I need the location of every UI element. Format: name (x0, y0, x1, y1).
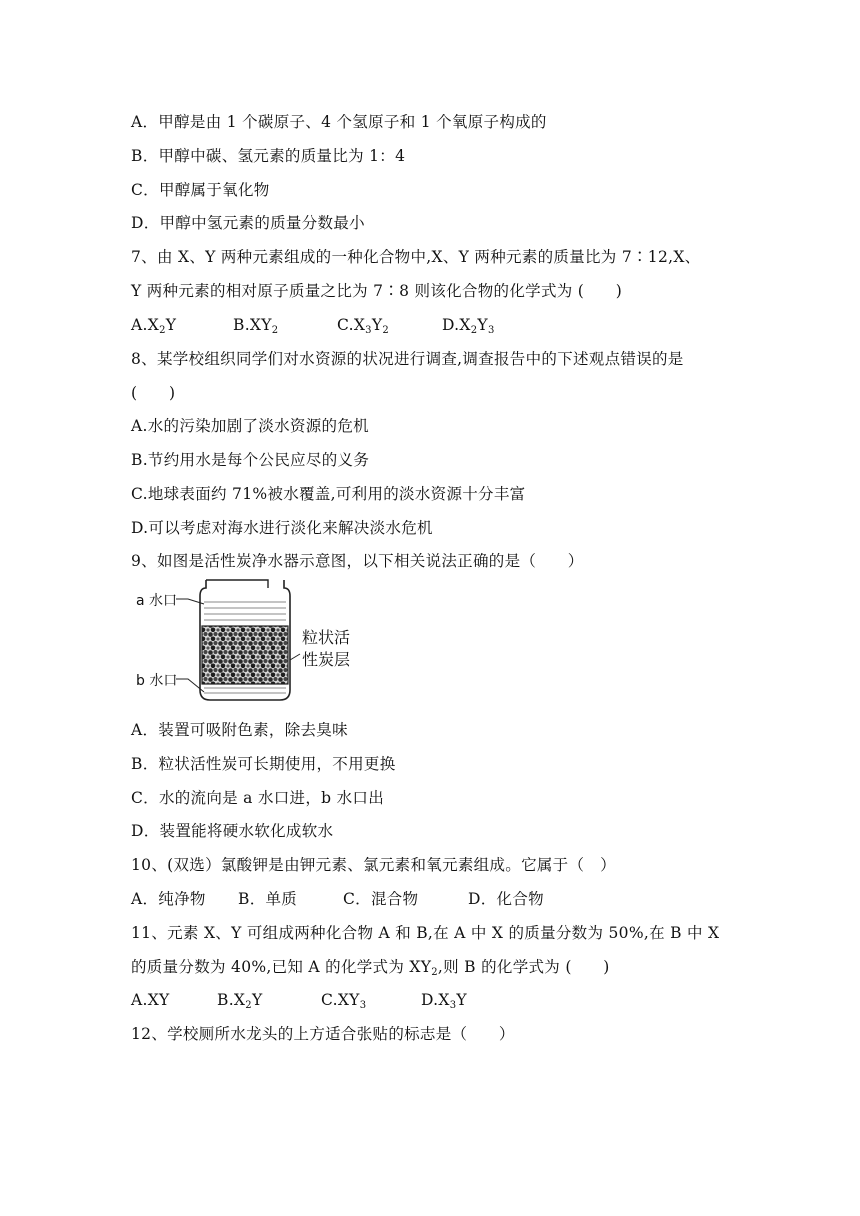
q8-stem-line1: 8、某学校组织同学们对水资源的状况进行调查,调查报告中的下述观点错误的是 (131, 350, 684, 368)
q12-stem: 12、学校厕所水龙头的上方适合张贴的标志是（ ） (131, 1025, 515, 1043)
q7-option-d: $D.X_2Y_3$ (442, 316, 495, 336)
activated-carbon-filter-diagram (128, 578, 378, 710)
q9-option-d: D．装置能将硬水软化成软水 (131, 822, 334, 840)
carbon-layer (202, 626, 288, 684)
q8-option-d: D.可以考虑对海水进行淡化来解决淡水危机 (131, 519, 433, 537)
q6-option-a: A．甲醇是由 1 个碳原子、4 个氢原子和 1 个氧原子构成的 (131, 113, 547, 131)
label-carbon-layer-2: 性炭层 (302, 650, 351, 669)
q10-option-d: D．化合物 (468, 890, 544, 908)
q11-option-c: $C.XY_3$ (321, 991, 367, 1011)
q8-stem-line2: ( ) (131, 384, 176, 402)
q10-option-b: B．单质 (238, 890, 298, 908)
label-b-water-port: b 水口 (136, 673, 178, 689)
label-carbon-layer-1: 粒状活 (302, 628, 351, 647)
q11-stem-line2: 的质量分数为 40%,已知 A 的化学式为 $XY_2$,则 B 的化学式为 ( ) (131, 958, 610, 978)
label-a-water-port: a 水口 (136, 593, 178, 609)
q9-stem: 9、如图是活性炭净水器示意图，以下相关说法正确的是（ ） (131, 552, 584, 570)
q6-option-b: B．甲醇中碳、氢元素的质量比为 1：4 (131, 147, 406, 165)
q7-stem-line1: 7、由 X、Y 两种元素组成的一种化合物中,X、Y 两种元素的质量比为 7∶12,X、 (131, 248, 701, 266)
q10-option-c: C．混合物 (343, 890, 419, 908)
q11-stem-line1: 11、元素 X、Y 可组成两种化合物 A 和 B,在 A 中 X 的质量分数为 50%,在 B 中 X (131, 924, 720, 942)
q8-option-a: A.水的污染加剧了淡水资源的危机 (131, 417, 369, 435)
q9-option-c: C．水的流向是 a 水口进，b 水口出 (131, 789, 385, 807)
q8-option-c: C.地球表面约 71%被水覆盖,可利用的淡水资源十分丰富 (131, 485, 526, 503)
q7-stem-line2: Y 两种元素的相对原子质量之比为 7∶8 则该化合物的化学式为 ( ) (131, 282, 623, 300)
q10-stem: 10、(双选）氯酸钾是由钾元素、氯元素和氧元素组成。它属于（ ） (131, 856, 616, 874)
q7-option-c: $C.X_3Y_2$ (337, 316, 390, 336)
q7-option-b: $B.XY_2$ (233, 316, 279, 336)
q11-option-d: $D.X_3Y$ (421, 991, 467, 1011)
q6-option-d: D．甲醇中氢元素的质量分数最小 (131, 214, 365, 232)
q9-option-a: A．装置可吸附色素，除去臭味 (131, 721, 348, 739)
q7-option-a: $A.X_2Y$ (131, 316, 177, 336)
q11-option-a: A.XY (131, 991, 170, 1009)
q11-option-b: $B.X_2Y$ (217, 991, 263, 1011)
q6-option-c: C．甲醇属于氧化物 (131, 181, 270, 199)
q10-option-a: A．纯净物 (131, 890, 206, 908)
q8-option-b: B.节约用水是每个公民应尽的义务 (131, 451, 370, 469)
q9-option-b: B．粒状活性炭可长期使用，不用更换 (131, 755, 396, 773)
